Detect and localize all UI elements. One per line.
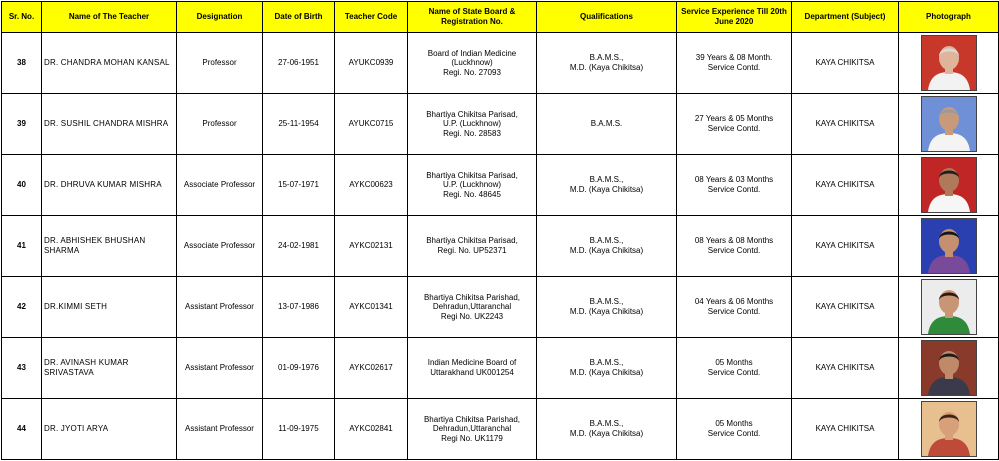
service-experience-cell-line: 05 Months: [715, 358, 753, 368]
date-of-birth-cell: 01-09-1976: [263, 338, 335, 399]
department-cell: KAYA CHIKITSA: [792, 155, 899, 216]
state-board-cell-line: Bhartiya Chikitsa Parisad,: [426, 109, 518, 119]
photograph-cell: [899, 338, 999, 399]
teacher-photo: [921, 96, 977, 152]
department-cell: KAYA CHIKITSA: [792, 216, 899, 277]
state-board-cell-line: U.P. (Luckhnow): [442, 119, 502, 129]
service-experience-cell-line: 05 Months: [715, 419, 753, 429]
qualifications-cell-line: M.D. (Kaya Chikitsa): [569, 63, 644, 72]
table-row: [2, 338, 999, 399]
department-cell: KAYA CHIKITSA: [792, 33, 899, 94]
date-of-birth-cell: 13-07-1986: [263, 277, 335, 338]
qualifications-cell-line: M.D. (Kaya Chikitsa): [569, 185, 644, 194]
table-row: [2, 216, 999, 277]
portrait-icon: [922, 280, 976, 334]
teacher-code-cell: AYKC02841: [335, 399, 408, 460]
state-board-cell-line: Regi No. UK1179: [441, 433, 503, 443]
state-board-cell-line: Bhartiya Chikitsa Parisad,: [426, 170, 518, 180]
qualifications-cell: [537, 94, 677, 155]
service-experience-cell-line: Service Contd.: [707, 185, 761, 194]
photograph-cell: [899, 33, 999, 94]
header-qualifications: Qualifications: [537, 2, 677, 33]
state-board-cell-line: Regi No. UK2243: [440, 311, 504, 321]
state-board-cell-line: Bhartiya Chikitsa Parishad,: [423, 292, 521, 302]
teacher-name-cell: DR.KIMMI SETH: [42, 277, 177, 338]
portrait-icon: [922, 341, 976, 395]
service-experience-cell: [677, 33, 792, 94]
teacher-name-cell: DR. CHANDRA MOHAN KANSAL: [42, 33, 177, 94]
qualifications-cell-line: M.D. (Kaya Chikitsa): [569, 429, 644, 438]
service-experience-cell: [677, 94, 792, 155]
date-of-birth-cell: 11-09-1975: [263, 399, 335, 460]
header-teacher-code: Teacher Code: [335, 2, 408, 33]
sr-no-cell: 40: [2, 155, 42, 216]
photograph-cell: [899, 155, 999, 216]
qualifications-cell-line: B.A.M.S.,: [589, 358, 624, 368]
state-board-cell-line: (Luckhnow): [451, 58, 493, 68]
teacher-name-cell: DR. ABHISHEK BHUSHAN SHARMA: [42, 216, 177, 277]
photograph-cell: [899, 277, 999, 338]
header-designation: Designation: [177, 2, 263, 33]
photograph-cell: [899, 94, 999, 155]
teacher-code-cell: AYKC00623: [335, 155, 408, 216]
department-cell: KAYA CHIKITSA: [792, 277, 899, 338]
header-date-of-birth: Date of Birth: [263, 2, 335, 33]
table-row: [2, 277, 999, 338]
service-experience-cell-line: Service Contd.: [707, 307, 761, 316]
service-experience-cell-line: Service Contd.: [707, 368, 761, 377]
state-board-cell: [408, 277, 537, 338]
state-board-cell-line: Regi. No. 27093: [443, 67, 501, 77]
portrait-icon: [922, 219, 976, 273]
qualifications-cell: [537, 399, 677, 460]
service-experience-cell-line: 39 Years & 08 Month.: [695, 53, 773, 63]
sr-no-cell: 42: [2, 277, 42, 338]
service-experience-cell-line: 04 Years & 06 Months: [694, 297, 774, 307]
table-row: [2, 399, 999, 460]
header-teacher-name: Name of The Teacher: [42, 2, 177, 33]
qualifications-cell: [537, 216, 677, 277]
qualifications-cell-line: B.A.M.S.: [590, 119, 623, 129]
table-row: [2, 94, 999, 155]
qualifications-cell: [537, 277, 677, 338]
teacher-photo: [921, 35, 977, 91]
qualifications-cell-line: M.D. (Kaya Chikitsa): [569, 307, 644, 316]
teacher-code-cell: AYKC02131: [335, 216, 408, 277]
designation-cell: Associate Professor: [177, 216, 263, 277]
designation-cell: Associate Professor: [177, 155, 263, 216]
service-experience-cell-line: 08 Years & 03 Months: [694, 175, 774, 185]
service-experience-cell-line: 08 Years & 08 Months: [694, 236, 774, 246]
portrait-icon: [922, 36, 976, 90]
service-experience-cell-line: Service Contd.: [707, 246, 761, 255]
teacher-photo: [921, 218, 977, 274]
table-row: [2, 155, 999, 216]
photograph-cell: [899, 399, 999, 460]
qualifications-cell-line: B.A.M.S.,: [589, 236, 624, 246]
teacher-photo: [921, 279, 977, 335]
teacher-code-cell: AYUKC0715: [335, 94, 408, 155]
portrait-icon: [922, 402, 976, 456]
state-board-cell-line: Regi. No. 48645: [443, 189, 501, 199]
service-experience-cell: [677, 155, 792, 216]
qualifications-cell-line: B.A.M.S.,: [589, 53, 624, 63]
teacher-name-cell: DR. AVINASH KUMAR SRIVASTAVA: [42, 338, 177, 399]
sr-no-cell: 41: [2, 216, 42, 277]
state-board-cell-line: Uttarakhand UK001254: [430, 368, 514, 377]
teacher-photo: [921, 157, 977, 213]
teacher-code-cell: AYKC01341: [335, 277, 408, 338]
sr-no-cell: 43: [2, 338, 42, 399]
header-photograph: Photograph: [899, 2, 999, 33]
service-experience-cell: [677, 216, 792, 277]
qualifications-cell-line: B.A.M.S.,: [589, 419, 624, 429]
date-of-birth-cell: 27-06-1951: [263, 33, 335, 94]
state-board-cell: [408, 338, 537, 399]
service-experience-cell-line: Service Contd.: [707, 63, 761, 72]
header-sr-no: Sr. No.: [2, 2, 42, 33]
state-board-cell: [408, 399, 537, 460]
service-experience-cell: [677, 399, 792, 460]
qualifications-cell-line: B.A.M.S.,: [589, 175, 624, 185]
header-state-board: Name of State Board & Registration No.: [408, 2, 537, 33]
state-board-cell: [408, 33, 537, 94]
sr-no-cell: 44: [2, 399, 42, 460]
date-of-birth-cell: 24-02-1981: [263, 216, 335, 277]
date-of-birth-cell: 25-11-1954: [263, 94, 335, 155]
table-row: [2, 33, 999, 94]
teacher-name-cell: DR. SUSHIL CHANDRA MISHRA: [42, 94, 177, 155]
header-row: [2, 2, 999, 33]
header-service-experience: Service Experience Till 20th June 2020: [677, 2, 792, 33]
portrait-icon: [922, 97, 976, 151]
state-board-cell-line: Indian Medicine Board of: [427, 358, 517, 368]
qualifications-cell: [537, 155, 677, 216]
qualifications-cell: [537, 338, 677, 399]
photograph-cell: [899, 216, 999, 277]
portrait-icon: [922, 158, 976, 212]
designation-cell: Professor: [177, 94, 263, 155]
department-cell: KAYA CHIKITSA: [792, 338, 899, 399]
qualifications-cell-line: M.D. (Kaya Chikitsa): [569, 246, 644, 255]
state-board-cell-line: Dehradun,Uttaranchal: [432, 302, 512, 312]
teacher-photo: [921, 401, 977, 457]
state-board-cell: [408, 216, 537, 277]
state-board-cell: [408, 155, 537, 216]
state-board-cell-line: Bhartiya Chikitsa Parishad,: [423, 414, 521, 424]
designation-cell: Assistant Professor: [177, 277, 263, 338]
date-of-birth-cell: 15-07-1971: [263, 155, 335, 216]
department-cell: KAYA CHIKITSA: [792, 399, 899, 460]
sr-no-cell: 39: [2, 94, 42, 155]
sr-no-cell: 38: [2, 33, 42, 94]
teacher-name-cell: DR. DHRUVA KUMAR MISHRA: [42, 155, 177, 216]
designation-cell: Professor: [177, 33, 263, 94]
state-board-cell-line: Regi. No. UP52371: [437, 246, 507, 255]
teacher-code-cell: AYKC02617: [335, 338, 408, 399]
service-experience-cell: [677, 338, 792, 399]
state-board-cell: [408, 94, 537, 155]
designation-cell: Assistant Professor: [177, 338, 263, 399]
state-board-cell-line: U.P. (Luckhnow): [442, 180, 502, 190]
service-experience-cell: [677, 277, 792, 338]
service-experience-cell-line: Service Contd.: [707, 124, 761, 133]
service-experience-cell-line: 27 Years & 05 Months: [694, 114, 774, 124]
state-board-cell-line: Regi. No. 28583: [443, 128, 501, 138]
state-board-cell-line: Bhartiya Chikitsa Parisad,: [426, 236, 518, 246]
state-board-cell-line: Board of Indian Medicine: [427, 48, 517, 58]
department-cell: KAYA CHIKITSA: [792, 94, 899, 155]
qualifications-cell-line: B.A.M.S.,: [589, 297, 624, 307]
qualifications-cell-line: M.D. (Kaya Chikitsa): [569, 368, 644, 377]
teacher-code-cell: AYUKC0939: [335, 33, 408, 94]
qualifications-cell: [537, 33, 677, 94]
teacher-name-cell: DR. JYOTI ARYA: [42, 399, 177, 460]
teacher-photo: [921, 340, 977, 396]
service-experience-cell-line: Service Contd.: [707, 429, 761, 438]
header-department: Department (Subject): [792, 2, 899, 33]
state-board-cell-line: Dehradun,Uttaranchal: [432, 424, 512, 434]
faculty-table: [1, 1, 999, 460]
designation-cell: Assistant Professor: [177, 399, 263, 460]
